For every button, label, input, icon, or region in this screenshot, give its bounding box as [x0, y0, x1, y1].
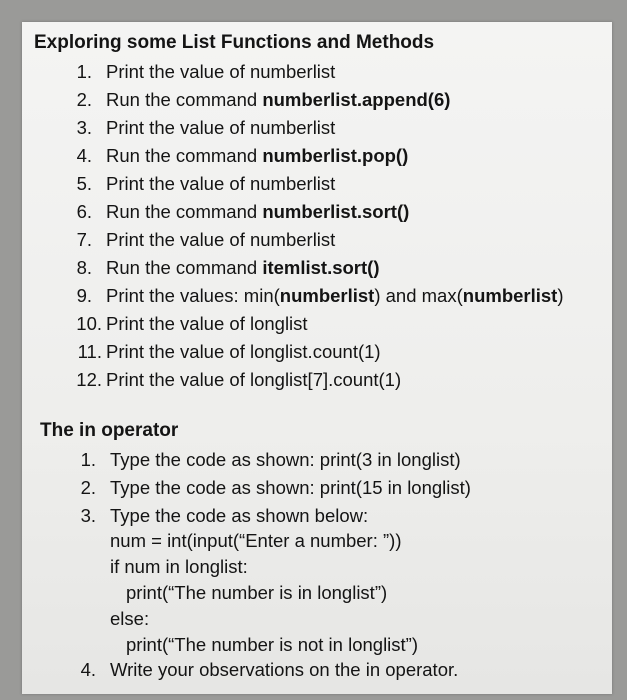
list-item-number: 11.: [77, 341, 102, 362]
code-line: if num in longlist:: [110, 556, 248, 577]
list-item-text: Run the command numberlist.append(6): [106, 89, 451, 110]
list-item-number: 3.: [80, 505, 96, 526]
list-item-text: Type the code as shown below:: [110, 505, 369, 526]
list-item-number: 10.: [76, 313, 102, 334]
list-item-text: Print the values: min(numberlist) and max(numberlist): [106, 285, 564, 306]
list-item: [22, 170, 612, 198]
list-item-text: Print the value of longlist[7].count(1): [106, 369, 402, 390]
list-item: [22, 474, 612, 502]
list-item-number: 2.: [80, 477, 96, 498]
list-item-text: Print the value of longlist: [106, 313, 308, 334]
list-item-text: Print the value of numberlist: [106, 229, 336, 250]
list-item: [22, 114, 612, 142]
list-item: [22, 502, 612, 530]
list-item: [22, 198, 612, 226]
list-item-text: Write your observations on the in operator.: [110, 659, 459, 680]
list-item-number: 12.: [76, 369, 102, 390]
list-item: [22, 254, 612, 282]
list-item-number: 4.: [76, 145, 92, 166]
section1-heading: Exploring some List Functions and Methods: [34, 32, 435, 53]
list-item: [22, 58, 612, 86]
section2-heading: The in operator: [40, 420, 179, 441]
list-item-number: 1.: [80, 449, 96, 470]
list-item-number: 2.: [76, 89, 92, 110]
list-item-text: Print the value of numberlist: [106, 117, 336, 138]
code-line: print(“The number is not in longlist”): [126, 634, 418, 655]
list-item-number: 5.: [76, 173, 92, 194]
list-item-text: Type the code as shown: print(3 in longlist): [110, 449, 461, 470]
list-item-number: 7.: [76, 229, 92, 250]
list-item-number: 4.: [80, 659, 96, 680]
list-item: [22, 310, 612, 338]
code-line: num = int(input(“Enter a number: ”)): [110, 530, 402, 551]
list-item: [22, 338, 612, 366]
list-item-text: Type the code as shown: print(15 in longlist): [110, 477, 471, 498]
section2-list: [22, 446, 612, 530]
list-item-text: Run the command numberlist.pop(): [106, 145, 409, 166]
list-item-number: 9.: [76, 285, 92, 306]
list-item: [22, 282, 612, 310]
list-item: [22, 226, 612, 254]
list-item: [22, 86, 612, 114]
list-item-text: Print the value of numberlist: [106, 173, 336, 194]
list-item-text: Run the command numberlist.sort(): [106, 201, 410, 222]
list-item-number: 6.: [76, 201, 92, 222]
list-item: [22, 446, 612, 474]
list-item-text: Print the value of numberlist: [106, 61, 336, 82]
list-item: [22, 656, 612, 684]
section1-list: [22, 58, 612, 394]
list-item-text: Print the value of longlist.count(1): [106, 341, 381, 362]
list-item-number: 8.: [76, 257, 92, 278]
code-line: else:: [110, 608, 150, 629]
list-item: [22, 366, 612, 394]
list-item-text: Run the command itemlist.sort(): [106, 257, 380, 278]
list-item-number: 1.: [76, 61, 92, 82]
document-page: [22, 22, 612, 694]
code-line: print(“The number is in longlist”): [126, 582, 388, 603]
list-item-number: 3.: [76, 117, 92, 138]
list-item: [22, 142, 612, 170]
